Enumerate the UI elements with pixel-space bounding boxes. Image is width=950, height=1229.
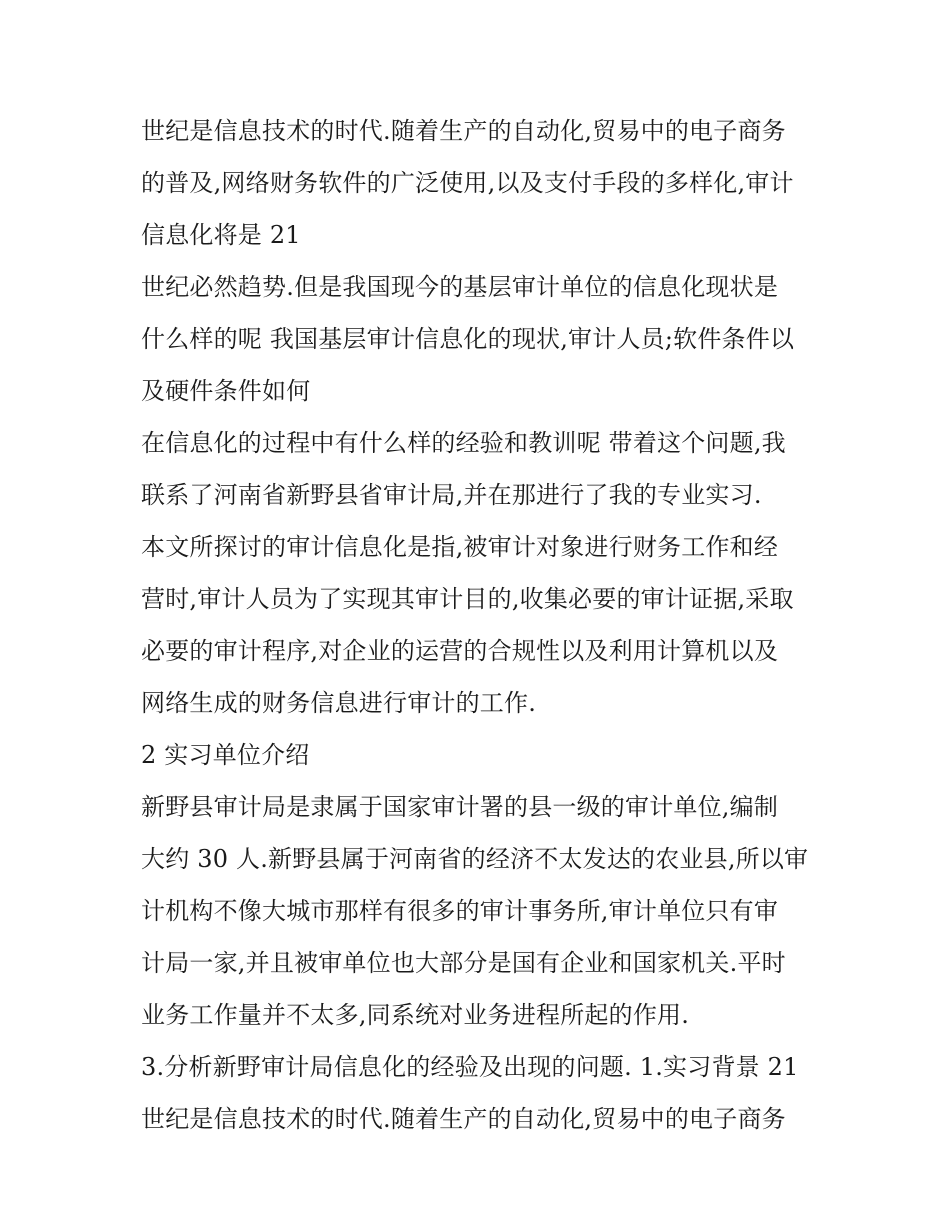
text-line: 什么样的呢 我国基层审计信息化的现状,审计人员;软件条件以 [141,325,795,353]
text-line: 世纪必然趋势.但是我国现今的基层审计单位的信息化现状是 [141,273,779,301]
text-line: 计局一家,并且被审单位也大部分是国有企业和国家机关.平时 [141,949,786,977]
text-line: 新野县审计局是隶属于国家审计署的县一级的审计单位,编制 [141,793,779,821]
text-line: 世纪是信息技术的时代.随着生产的自动化,贸易中的电子商务 [141,117,786,145]
text-line: 本文所探讨的审计信息化是指,被审计对象进行财务工作和经 [141,533,779,561]
document-body [141,108,821,1148]
text-line: 营时,审计人员为了实现其审计目的,收集必要的审计证据,采取 [141,585,794,613]
text-line: 世纪是信息技术的时代.随着生产的自动化,贸易中的电子商务 [141,1105,786,1133]
text-line: 3.分析新野审计局信息化的经验及出现的问题. 1.实习背景 21 [141,1053,799,1081]
text-line: 网络生成的财务信息进行审计的工作. [141,689,537,717]
text-line: 在信息化的过程中有什么样的经验和教训呢 带着这个问题,我 [141,429,786,457]
text-line: 必要的审计程序,对企业的运营的合规性以及利用计算机以及 [141,637,779,665]
text-line: 的普及,网络财务软件的广泛使用,以及支付手段的多样化,审计 [141,169,794,197]
text-line: 大约 30 人.新野县属于河南省的经济不太发达的农业县,所以审 [141,845,809,873]
text-line: 计机构不像大城市那样有很多的审计事务所,审计单位只有审 [141,897,779,925]
section-heading: 2 实习单位介绍 [141,741,310,769]
text-line: 信息化将是 21 [141,221,301,249]
text-line: 业务工作量并不太多,同系统对业务进程所起的作用. [141,1001,690,1029]
text-line: 联系了河南省新野县省审计局,并在那进行了我的专业实习. [141,481,762,509]
text-line: 及硬件条件如何 [141,377,311,405]
